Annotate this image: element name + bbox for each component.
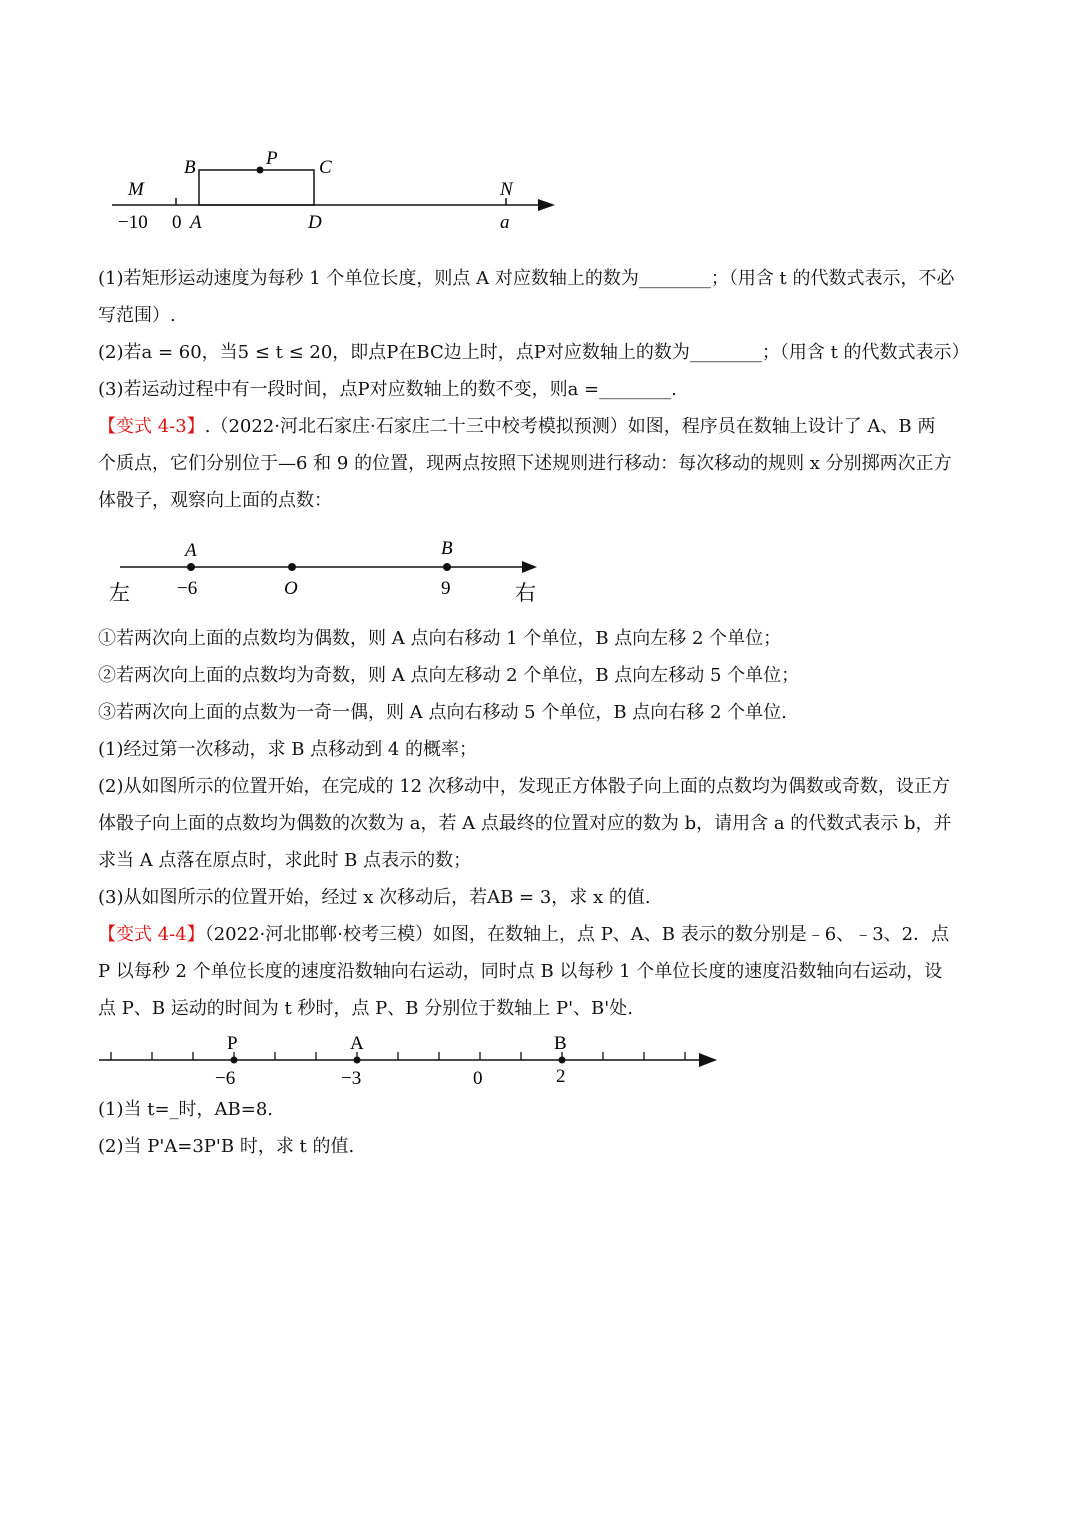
label-P: P: [266, 148, 278, 169]
q1-line2: 写范围）.: [98, 305, 176, 326]
tick-zero: 0: [172, 212, 182, 233]
rule-1: ①若两次向上面的点数均为偶数，则 A 点向右移动 1 个单位，B 点向左移 2 个单位；: [98, 628, 782, 649]
tick-A: A: [190, 212, 202, 233]
label-P: P: [227, 1033, 238, 1054]
variant-4-4-tag: 【变式 4-4】: [98, 924, 205, 945]
variant-4-3-q2-line2: 体骰子向上面的点数均为偶数的次数为 a，若 A 点最终的位置对应的数为 b，请用含 a 的代数式表示 b，并: [98, 813, 952, 834]
variant-4-4-intro-line2: P 以每秒 2 个单位长度的速度沿数轴向右运动，同时点 B 以每秒 1 个单位长度的速度沿数轴向右运动，设: [98, 961, 943, 982]
tick-nine: 9: [441, 578, 451, 599]
variant-4-4-intro-line1: [98, 922, 988, 948]
variant-4-4-q1: (1)当 t=_时，AB=8.: [98, 1099, 274, 1120]
tick-zero: 0: [473, 1068, 483, 1089]
variant-4-3-q1: (1)经过第一次移动，求 B 点移动到 4 的概率；: [98, 739, 478, 760]
variant-4-3-intro-line1: [98, 414, 988, 440]
label-A: A: [350, 1033, 364, 1054]
rule-3: ③若两次向上面的点数为一奇一偶，则 A 点向右移动 5 个单位，B 点向右移 2 个单位.: [98, 702, 787, 723]
tick-neg3: −3: [341, 1068, 362, 1089]
figure-rectangle-number-line: [100, 140, 570, 240]
label-C: C: [319, 157, 332, 178]
variant-4-4-intro-line3: 点 P、B 运动的时间为 t 秒时，点 P、B 分别位于数轴上 P'、B'处.: [98, 998, 633, 1019]
tick-neg6: −6: [177, 578, 198, 599]
variant-4-3-intro-line2: 个质点，它们分别位于—6 和 9 的位置，现两点按照下述规则进行移动：每次移动的规则 x 分别掷两次正方: [98, 453, 952, 474]
label-B: B: [441, 538, 453, 559]
variant-4-3-intro-line3: 体骰子，观察向上面的点数：: [98, 490, 332, 511]
variant-4-3-q2-line3: 求当 A 点落在原点时，求此时 B 点表示的数；: [98, 850, 472, 871]
variant-4-3-tag: 【变式 4-3】: [98, 416, 205, 437]
label-N: N: [500, 179, 513, 200]
q3: (3)若运动过程中有一段时间，点P对应数轴上的数不变，则a =________.: [98, 379, 677, 400]
figure-dice-number-line: [105, 532, 545, 610]
tick-marks: [111, 1052, 685, 1060]
label-A: A: [185, 540, 197, 561]
q2: (2)若a = 60，当5 ≤ t ≤ 20，即点P在BC边上时，点P对应数轴上的数为________；（用含 t 的代数式表示）: [98, 342, 970, 363]
variant-4-4-intro-text: （2022·河北邯郸·校考三模）如图，在数轴上，点 P、A、B 表示的数分别是﹣6、﹣3、2．点: [204, 924, 950, 945]
variant-4-4-q2: (2)当 P'A=3P'B 时，求 t 的值.: [98, 1136, 355, 1157]
tick-two: 2: [556, 1066, 566, 1087]
tick-D: D: [308, 212, 322, 233]
tick-neg6: −6: [215, 1068, 236, 1089]
tick-neg10: −10: [118, 212, 148, 233]
label-right: 右: [515, 581, 536, 605]
label-B: B: [554, 1033, 567, 1054]
figure-ticked-number-line: [95, 1030, 725, 1090]
rule-2: ②若两次向上面的点数均为奇数，则 A 点向左移动 2 个单位，B 点向左移动 5 个单位；: [98, 665, 800, 686]
tick-O: O: [284, 578, 298, 599]
variant-4-3-intro-text: .（2022·河北石家庄·石家庄二十三中校考模拟预测）如图，程序员在数轴上设计了 A、B 两: [204, 416, 936, 437]
q1-line1: (1)若矩形运动速度为每秒 1 个单位长度，则点 A 对应数轴上的数为________；（用含 t 的代数式表示，不必: [98, 268, 955, 289]
label-M: M: [128, 179, 144, 200]
label-B: B: [184, 157, 196, 178]
variant-4-3-q2-line1: (2)从如图所示的位置开始，在完成的 12 次移动中，发现正方体骰子向上面的点数均为偶数或奇数，设正方: [98, 776, 950, 797]
tick-a: a: [500, 212, 510, 233]
variant-4-3-q3: (3)从如图所示的位置开始，经过 x 次移动后，若AB = 3，求 x 的值.: [98, 887, 651, 908]
label-left: 左: [109, 581, 130, 605]
